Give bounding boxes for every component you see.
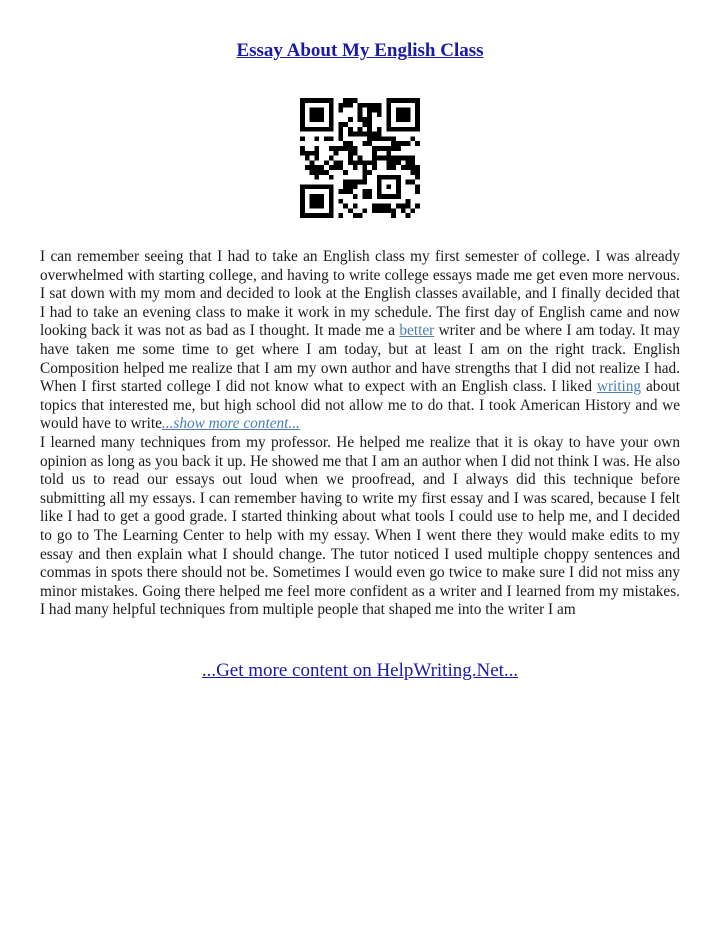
- better-link[interactable]: better: [399, 322, 435, 340]
- essay-body: [40, 248, 680, 620]
- show-more-link[interactable]: ...show more content...: [161, 415, 300, 433]
- writing-link[interactable]: writing: [596, 378, 642, 396]
- document-title-link[interactable]: Essay About My English Class: [236, 40, 484, 61]
- essay-paragraph-1: [40, 248, 680, 434]
- paragraph-1-text-b: writer and be where I am today. It may have taken me some time to get where I am today, but at least I am on the right track. English Composition helped me realize that I am my own author and have strengths that I did not realize I had. When I first started college I did not know what to expect with an English class. I liked: [40, 322, 680, 396]
- get-more-content-link[interactable]: ...Get more content on HelpWriting.Net...: [201, 660, 519, 681]
- essay-paragraph-2: I learned many techniques from my professor. He helped me realize that it is okay to have your own opinion as long as you back it up. He showed me that I am an author when I did not think I was. He also told us to read our essays out loud when we proofread, and I always did this technique before submitting all my essays. I can remember having to write my first essay and I was scared, because I felt like I had to get a good grade. I started thinking about what tools I could use to help me, and I decided to go to The Learning Center to help with my essay. When I went there they would make edits to my essay and then explain what I should change. The tutor noticed I used multiple choppy sentences and commas in spots there should not be. Sometimes I would even go twice to make sure I did not miss any minor mistakes. Going there helped me feel more confident as a writer and I learned from my mistakes. I had many helpful techniques from multiple people that shaped me into the writer I am: [40, 433, 680, 619]
- paragraph-1-text-c: about topics that interested me, but high school did not allow me to do that. I took American History and we would have to write: [40, 378, 680, 433]
- paragraph-1-text-a: I can remember seeing that I had to take an English class my first semester of college. I was already overwhelmed with starting college, and having to write college essays made me get even more nervous. I sat down with my mom and decided to look at the English classes available, and I finally decided that I had to take an evening class to make it work in my schedule. The first day of English came and now looking back it was not as bad as I thought. It made me a: [40, 248, 680, 340]
- qr-code-icon: [300, 98, 420, 218]
